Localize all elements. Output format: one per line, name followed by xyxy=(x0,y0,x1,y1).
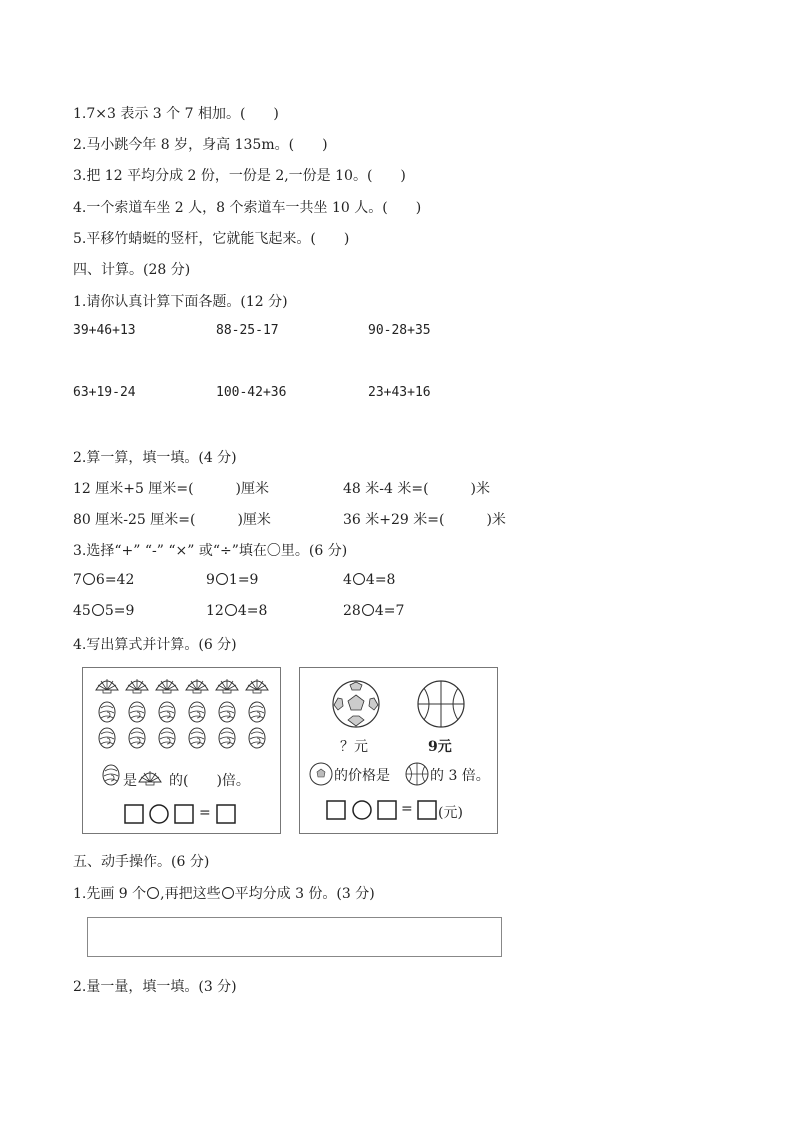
section4-title: 四、计算。(28 分) xyxy=(73,262,191,278)
judge-item-5: 5.平移竹蜻蜓的竖杆，它就能飞起来。( ) xyxy=(73,231,350,247)
fill-item: 80 厘米-25 厘米=( )厘米 xyxy=(73,512,271,528)
operator-circle xyxy=(92,604,104,616)
draw-q1-title: 1.先画 9 个 ,再把这些 平均分成 3 份。(3 分) xyxy=(73,886,375,902)
circle-symbol xyxy=(222,887,234,899)
operator-circle xyxy=(83,573,95,585)
operator-circle xyxy=(225,604,237,616)
calc-expr: 63+19-24 xyxy=(73,385,136,400)
shell-illustration xyxy=(83,668,280,833)
judge-item-3: 3.把 12 平均分成 2 份，一份是 2,一份是 10。( ) xyxy=(73,168,406,184)
operator-item: 9 1=9 xyxy=(206,572,259,588)
operator-item: 45 5=9 xyxy=(73,603,135,619)
ball-problem-box xyxy=(299,667,498,834)
soccer-price: ？元 xyxy=(340,739,368,755)
judge-item-1: 1.7×3 表示 3 个 7 相加。( ) xyxy=(73,106,279,122)
shell-times-text: 的( )倍。 xyxy=(169,773,250,789)
soccer-ball-icon xyxy=(333,681,379,727)
calc-expr: 23+43+16 xyxy=(368,385,431,400)
calc-expr: 39+46+13 xyxy=(73,323,136,338)
calc-q4-title: 4.写出算式并计算。(6 分) xyxy=(73,637,237,653)
price-text-b: 的 3 倍。 xyxy=(430,768,490,784)
unit-yuan: (元) xyxy=(438,805,463,821)
measure-q2-title: 2.量一量，填一填。(3 分) xyxy=(73,979,237,995)
ball-illustration xyxy=(300,668,497,833)
operator-item: 4 4=8 xyxy=(343,572,396,588)
equals-sign: = xyxy=(199,805,211,821)
basketball-icon xyxy=(418,681,464,727)
circle-symbol xyxy=(147,887,159,899)
operator-item: 28 4=7 xyxy=(343,603,405,619)
calc-expr: 88-25-17 xyxy=(216,323,279,338)
fill-item: 48 米-4 米=( )米 xyxy=(343,481,491,497)
drawing-area[interactable] xyxy=(87,917,502,957)
operator-circle xyxy=(362,604,374,616)
fill-item: 36 米+29 米=( )米 xyxy=(343,512,506,528)
price-text-a: 的价格是 xyxy=(334,768,390,784)
shell-shi-text: 是 xyxy=(123,773,137,789)
calc-expr: 100-42+36 xyxy=(216,385,287,400)
fill-item: 12 厘米+5 厘米=( )厘米 xyxy=(73,481,270,497)
shell-problem-box xyxy=(82,667,281,834)
judge-item-4: 4.一个索道车坐 2 人，8 个索道车一共坐 10 人。( ) xyxy=(73,200,422,216)
section5-title: 五、动手操作。(6 分) xyxy=(73,854,210,870)
calc-expr: 90-28+35 xyxy=(368,323,431,338)
equals-sign: = xyxy=(401,801,413,817)
operator-circle xyxy=(353,573,365,585)
basketball-price: 9元 xyxy=(428,739,452,755)
judge-item-2: 2.马小跳今年 8 岁，身高 135m。( ) xyxy=(73,137,328,153)
calc-q1-title: 1.请你认真计算下面各题。(12 分) xyxy=(73,294,288,310)
calc-q3-title: 3.选择“+” “-” “×” 或“÷”填在〇里。(6 分) xyxy=(73,543,348,559)
operator-item: 7 6=42 xyxy=(73,572,135,588)
operator-item: 12 4=8 xyxy=(206,603,268,619)
calc-q2-title: 2.算一算，填一填。(4 分) xyxy=(73,450,237,466)
operator-circle xyxy=(216,573,228,585)
